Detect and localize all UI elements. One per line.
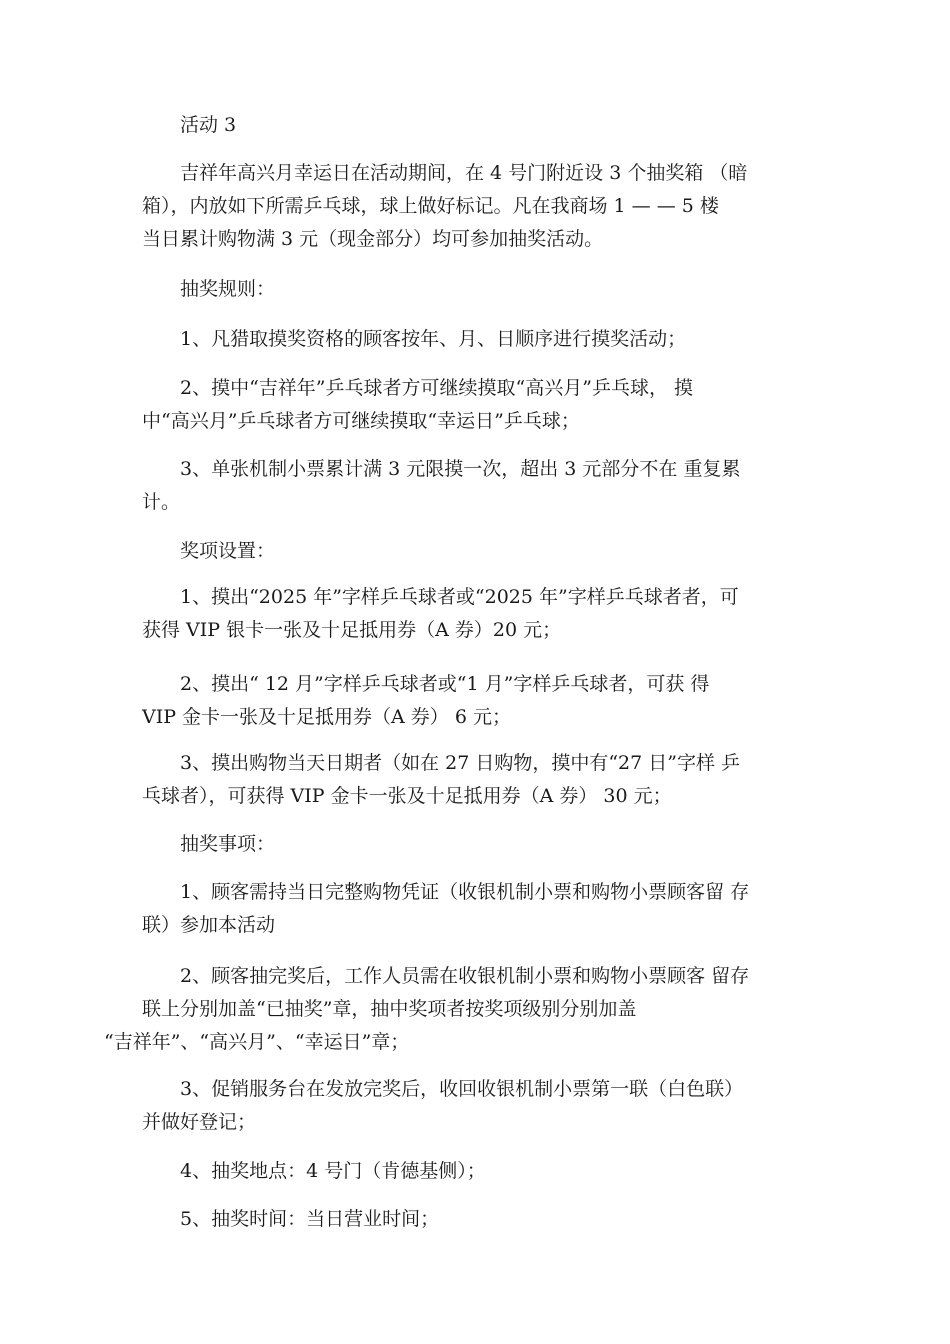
rule-item: 1、凡猎取摸奖资格的顾客按年、月、日顺序进行摸奖活动；	[180, 328, 687, 350]
rule-item: 2、摸中“吉祥年”乒乓球者方可继续摸取“高兴月”乒乓球， 摸 中“高兴月”乒乓球者方可继续摸取“幸运日”乒乓球；	[142, 377, 693, 432]
notes-heading: 抽奖事项：	[180, 833, 276, 855]
prizes-heading: 奖项设置：	[180, 540, 276, 562]
note-item: 3、促销服务台在发放完奖后，收回收银机制小票第一联（白色联） 并做好登记；	[142, 1078, 744, 1133]
rules-heading: 抽奖规则：	[180, 278, 276, 300]
prize-item: 1、摸出“2025 年”字样乒乓球者或“2025 年”字样乒乓球者者，可 获得 VIP 银卡一张及十足抵用券（A 券）20 元；	[142, 586, 739, 641]
note-item: 1、顾客需持当日完整购物凭证（收银机制小票和购物小票顾客留 存 联）参加本活动	[142, 881, 750, 936]
note-item: 2、顾客抽完奖后，工作人员需在收银机制小票和购物小票顾客 留存 联上分别加盖“已抽奖”章，抽中奖项者按奖项级别分别加盖 “吉祥年”、“高兴月”、“幸运日”章；	[104, 965, 750, 1053]
prize-item: 3、摸出购物当天日期者（如在 27 日购物，摸中有“27 日”字样 乒 乓球者），可获得 VIP 金卡一张及十足抵用券（A 券） 30 元；	[142, 752, 741, 807]
note-item: 5、抽奖时间：当日营业时间；	[180, 1208, 440, 1230]
intro-paragraph: 吉祥年高兴月幸运日在活动期间，在 4 号门附近设 3 个抽奖箱 （暗 箱），内放如下所需乒乓球，球上做好标记。凡在我商场 1 — — 5 楼 当日累计购物满 3 元（现金部分）均可参加抽奖活动。	[142, 162, 748, 250]
prize-item: 2、摸出“ 12 月”字样乒乓球者或“1 月”字样乒乓球者，可获 得 VIP 金卡一张及十足抵用券（A 券） 6 元；	[142, 673, 710, 728]
document-title: 活动 3	[180, 114, 237, 136]
note-item: 4、抽奖地点：4 号门（肯德基侧）；	[180, 1160, 486, 1182]
rule-item: 3、单张机制小票累计满 3 元限摸一次，超出 3 元部分不在 重复累 计。	[142, 458, 741, 513]
